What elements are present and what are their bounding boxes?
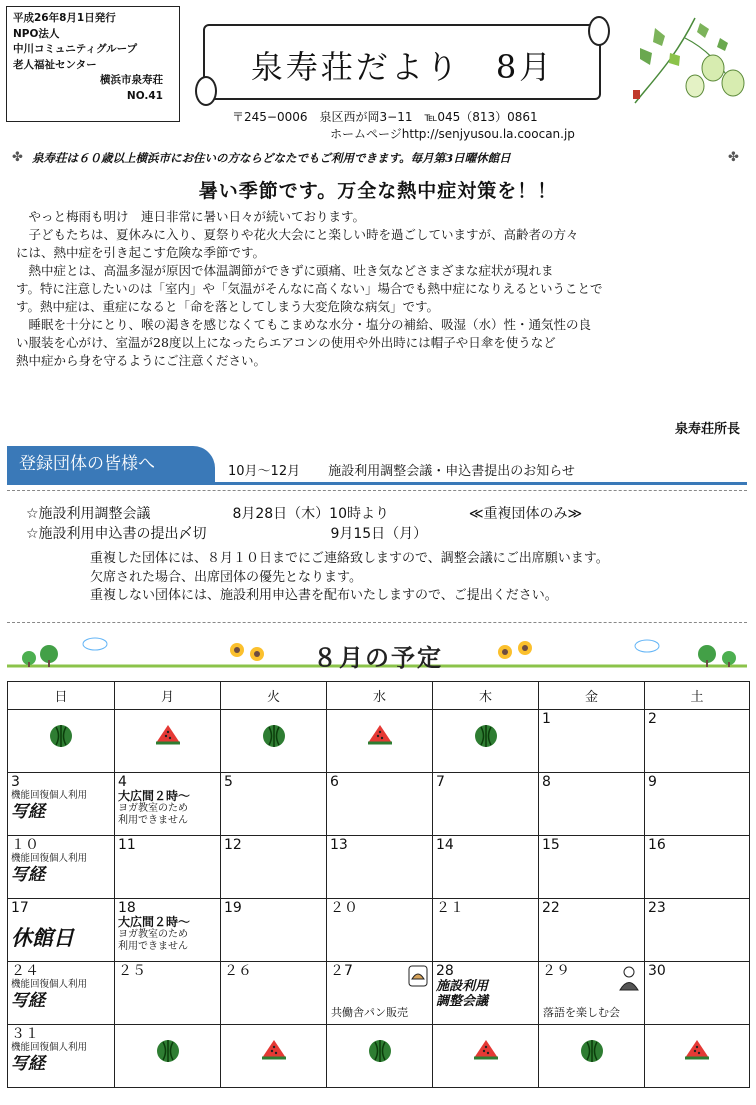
- watermelon-icon: [261, 723, 287, 749]
- article-headline: 暑い季節です。万全な熱中症対策を！！: [198, 180, 558, 202]
- calendar-cell-day: [645, 836, 750, 899]
- watermelon-slice-icon: [366, 723, 394, 745]
- day-number: 23: [648, 900, 666, 916]
- event-rehab: 機能回復個人利用: [11, 1042, 88, 1053]
- deadline-label: ☆施設利用申込書の提出〆切: [26, 526, 207, 542]
- calendar-cell-day: [221, 899, 327, 962]
- day-number: 9: [648, 774, 657, 790]
- calendar-cell-day: [221, 773, 327, 836]
- calendar-cell: [433, 710, 539, 773]
- day-number: 30: [648, 963, 666, 979]
- weekday-wed: 水: [327, 682, 433, 710]
- issue-number: NO.41: [126, 89, 163, 102]
- calendar-cell-day: [645, 962, 750, 1025]
- event-adjustment-meeting: 調整会議: [436, 994, 489, 1009]
- weekday-fri: 金: [539, 682, 645, 710]
- calendar-cell: [8, 710, 115, 773]
- calendar-cell-day: [327, 899, 433, 962]
- body-line: 子どもたちは、夏休みに入り、夏祭りや花火大会にと楽しい時を過ごしていますが、高齢者の方々: [16, 227, 579, 242]
- day-number: ２５: [118, 963, 146, 979]
- event-hall: 大広間２時～: [118, 789, 191, 803]
- event-copy-sutra: 写経: [11, 802, 45, 822]
- watermelon-icon: [579, 1038, 605, 1064]
- calendar-cell-day: [539, 710, 645, 773]
- day-number: １０: [11, 837, 39, 853]
- meeting-note-line: 重複しない団体には、施設利用申込書を配布いたしますので、ご提出ください。: [90, 588, 558, 603]
- event-copy-sutra: 写経: [11, 865, 45, 885]
- day-number: ２０: [330, 900, 358, 916]
- meeting-note: ≪重複団体のみ≫: [468, 506, 583, 522]
- day-number: 2: [648, 711, 657, 727]
- day-number: 3: [11, 774, 20, 790]
- calendar-cell-day: [8, 773, 115, 836]
- day-number: 8: [542, 774, 551, 790]
- org-center: 老人福祉センター: [13, 58, 97, 71]
- event-rehab: 機能回復個人利用: [11, 979, 88, 990]
- schedule-title: ８月の予定: [313, 644, 443, 672]
- calendar-cell: [327, 710, 433, 773]
- watermelon-icon: [473, 723, 499, 749]
- event-copy-sutra: 写経: [11, 1054, 45, 1074]
- signature: 泉寿荘所長: [674, 422, 740, 437]
- event-copy-sutra: 写経: [11, 991, 45, 1011]
- body-line: す。特に注意したいのは「室内」や「気温がそんなに高くない」場合でも熱中症になりえるということで: [16, 281, 603, 296]
- day-number: 28: [436, 963, 454, 979]
- org-npo: NPO法人: [13, 27, 60, 40]
- body-line: す。熱中症は、重症になると「命を落としてしまう大変危険な病気」です。: [16, 299, 440, 314]
- calendar-cell-day: [8, 1025, 115, 1088]
- weekday-sun: 日: [8, 682, 115, 710]
- event-facility-use: 施設利用: [436, 979, 489, 994]
- meeting-note-line: 重複した団体には、８月１０日までにご連絡致しますので、調整会議にご出席願います。: [90, 551, 609, 566]
- day-number: 15: [542, 837, 560, 853]
- calendar-cell-day: [539, 899, 645, 962]
- org-name: 横浜市泉寿荘: [100, 74, 163, 86]
- event-rehab: 機能回復個人利用: [11, 853, 88, 864]
- event-bread-sale: 共働舎パン販売: [331, 1006, 408, 1019]
- watermelon-slice-icon: [683, 1038, 711, 1060]
- day-number: 12: [224, 837, 242, 853]
- body-line: やっと梅雨も明け 連日非常に暑い日々が続いております。: [16, 209, 366, 224]
- body-line: 睡眠を十分にとり、喉の渇きを感じなくてもこまめな水分・塩分の補給、吸湿（水）性・通気性の良: [16, 317, 592, 332]
- calendar-cell-day: [645, 710, 750, 773]
- banner-subtitle: [228, 460, 599, 479]
- clover-icon: ✤: [728, 150, 739, 165]
- homepage-link[interactable]: ホームページhttp://senjyusou.la.coocan.jp: [330, 127, 575, 141]
- calendar-cell-day: [8, 962, 115, 1025]
- event-yoga-note: ヨガ教室のため: [118, 929, 188, 940]
- org-group: 中川コミュニティグループ: [13, 43, 138, 55]
- calendar-cell-day: [115, 836, 221, 899]
- meeting-label: ☆施設利用調整会議: [26, 506, 151, 522]
- day-number: 7: [436, 774, 445, 790]
- member-groups-banner: 登録団体の皆様へ: [7, 446, 215, 482]
- weekday-thu: 木: [433, 682, 539, 710]
- event-rakugo: 落語を楽しむ会: [543, 1006, 620, 1019]
- day-number: 5: [224, 774, 233, 790]
- august-calendar: [7, 681, 750, 1088]
- calendar-cell-day: [539, 773, 645, 836]
- day-number: ２６: [224, 963, 252, 979]
- meeting-note-line: 欠席された場合、出席団体の優先となります。: [90, 569, 362, 585]
- calendar-cell: [115, 710, 221, 773]
- calendar-cell: [539, 1025, 645, 1088]
- event-yoga-note: 利用できません: [118, 815, 188, 826]
- day-number: 11: [118, 837, 136, 853]
- meeting-date: 8月28日（木）10時より: [232, 506, 389, 522]
- banner-subject: 施設利用調整会議・申込書提出のお知らせ: [328, 464, 575, 479]
- calendar-cell-day: [433, 836, 539, 899]
- clover-icon: ✤: [12, 150, 23, 165]
- calendar-cell-day: [327, 836, 433, 899]
- meeting-info: [26, 504, 582, 544]
- day-number: ３１: [11, 1026, 39, 1042]
- day-number: 17: [11, 900, 29, 916]
- event-rehab: 機能回復個人利用: [11, 790, 88, 801]
- banner-underline: [7, 482, 747, 485]
- rakugo-performer-icon: [618, 965, 640, 991]
- calendar-cell: [115, 1025, 221, 1088]
- day-number: 16: [648, 837, 666, 853]
- watermelon-slice-icon: [472, 1038, 500, 1060]
- banner-period: 10月～12月: [228, 464, 301, 479]
- calendar-cell-day: [433, 899, 539, 962]
- calendar-cell: [221, 710, 327, 773]
- bread-icon: [408, 965, 428, 987]
- eligibility-notice: 泉寿荘は６０歳以上横浜市にお住いの方ならどなたでもご利用できます。毎月第3日曜休館日: [32, 151, 511, 165]
- calendar-cell-day: [221, 962, 327, 1025]
- watermelon-icon: [48, 723, 74, 749]
- day-number: 19: [224, 900, 242, 916]
- day-number: 14: [436, 837, 454, 853]
- body-line: 熱中症から身を守るようにご注意ください。: [16, 353, 267, 368]
- body-line: 熱中症とは、高温多湿が原因で体温調節ができずに頭痛、吐き気などさまざまな症状が現れま: [16, 263, 554, 278]
- day-number: ２7: [330, 963, 353, 979]
- calendar-cell-day: [327, 962, 433, 1025]
- calendar-cell-day: [115, 773, 221, 836]
- day-number: 18: [118, 900, 136, 916]
- calendar-cell-day: [115, 962, 221, 1025]
- article-body: [16, 208, 744, 370]
- deadline-date: 9月15日（月）: [330, 526, 428, 542]
- divider: [7, 490, 747, 491]
- newsletter-title: 泉寿荘だより 8月: [250, 48, 555, 86]
- day-number: 13: [330, 837, 348, 853]
- day-number: 22: [542, 900, 560, 916]
- calendar-cell: [433, 1025, 539, 1088]
- watermelon-icon: [155, 1038, 181, 1064]
- divider: [7, 622, 747, 623]
- watermelon-slice-icon: [260, 1038, 288, 1060]
- balloon-vine-illustration: [625, 8, 750, 108]
- title-scroll: [195, 14, 610, 108]
- calendar-cell-day: [645, 899, 750, 962]
- calendar-cell-day: [645, 773, 750, 836]
- issue-info-box: [6, 6, 180, 122]
- day-number: 1: [542, 711, 551, 727]
- issue-date: 平成26年8月1日発行: [13, 12, 116, 24]
- address: 〒245−0006 泉区西が岡3−11 ℡045（813）0861: [232, 110, 538, 124]
- event-yoga-note: 利用できません: [118, 941, 188, 952]
- meeting-notes: [90, 550, 609, 606]
- calendar-cell-day: [115, 899, 221, 962]
- calendar-cell-day: [433, 962, 539, 1025]
- calendar-cell-day: [433, 773, 539, 836]
- calendar-cell-day: [221, 836, 327, 899]
- calendar-cell-day: [8, 836, 115, 899]
- calendar-cell-day: [327, 773, 433, 836]
- calendar-cell-day: [8, 899, 115, 962]
- event-yoga-note: ヨガ教室のため: [118, 803, 188, 814]
- body-line: い服装を心がけ、室温が28度以上になったらエアコンの使用や外出時には帽子や日傘を使うなど: [16, 335, 556, 350]
- day-number: ２１: [436, 900, 464, 916]
- event-closed: 休館日: [11, 925, 74, 950]
- calendar-cell: [645, 1025, 750, 1088]
- watermelon-slice-icon: [154, 723, 182, 745]
- day-number: ２４: [11, 963, 39, 979]
- weekday-tue: 火: [221, 682, 327, 710]
- event-hall: 大広間２時～: [118, 915, 191, 929]
- watermelon-icon: [367, 1038, 393, 1064]
- body-line: には、熱中症を引き起こす危険な季節です。: [16, 245, 266, 260]
- calendar-cell-day: [539, 962, 645, 1025]
- day-number: 4: [118, 774, 127, 790]
- day-number: 6: [330, 774, 339, 790]
- weekday-sat: 土: [645, 682, 750, 710]
- weekday-mon: 月: [115, 682, 221, 710]
- day-number: ２９: [542, 963, 570, 979]
- calendar-cell: [327, 1025, 433, 1088]
- calendar-cell-day: [539, 836, 645, 899]
- calendar-cell: [221, 1025, 327, 1088]
